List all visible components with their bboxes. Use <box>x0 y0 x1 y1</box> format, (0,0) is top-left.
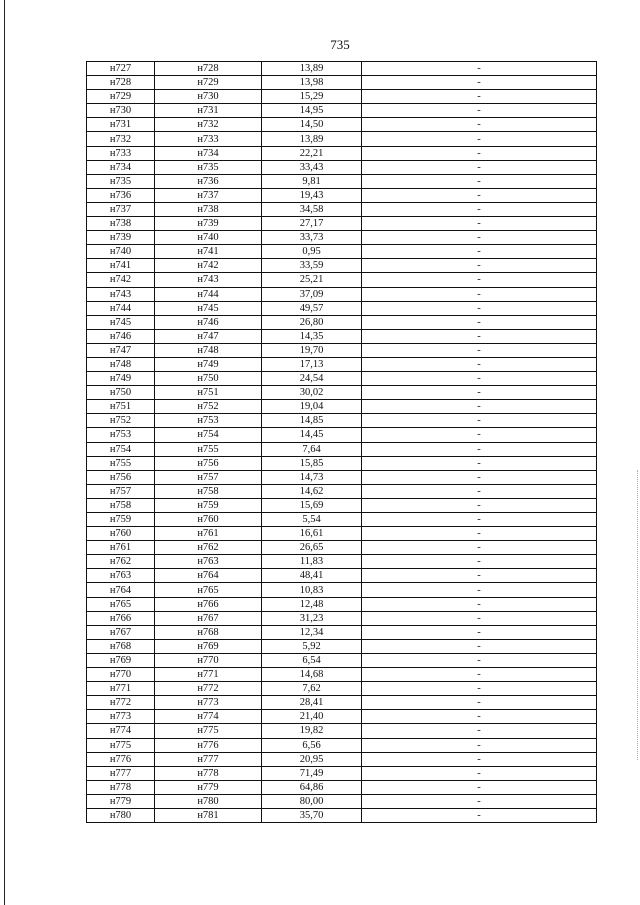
table-row <box>87 132 597 146</box>
point-to-cell: н737 <box>155 188 262 202</box>
point-from-cell: н773 <box>87 710 155 724</box>
distance-cell: 27,17 <box>262 217 362 231</box>
point-from-cell: н744 <box>87 301 155 315</box>
point-from-cell: н746 <box>87 329 155 343</box>
note-cell: - <box>362 682 597 696</box>
point-to-cell: н766 <box>155 597 262 611</box>
point-from-cell: н743 <box>87 287 155 301</box>
point-from-cell: н772 <box>87 696 155 710</box>
table-row <box>87 273 597 287</box>
table-row <box>87 259 597 273</box>
point-to-cell: н755 <box>155 442 262 456</box>
distance-cell: 11,83 <box>262 555 362 569</box>
point-to-cell: н743 <box>155 273 262 287</box>
point-to-cell: н777 <box>155 752 262 766</box>
point-to-cell: н747 <box>155 329 262 343</box>
point-from-cell: н767 <box>87 625 155 639</box>
point-to-cell: н735 <box>155 160 262 174</box>
point-to-cell: н740 <box>155 231 262 245</box>
table-row <box>87 428 597 442</box>
distance-cell: 21,40 <box>262 710 362 724</box>
point-from-cell: н763 <box>87 569 155 583</box>
distance-cell: 20,95 <box>262 752 362 766</box>
point-to-cell: н781 <box>155 808 262 822</box>
table-row <box>87 217 597 231</box>
note-cell: - <box>362 188 597 202</box>
note-cell: - <box>362 513 597 527</box>
point-to-cell: н760 <box>155 513 262 527</box>
point-to-cell: н769 <box>155 639 262 653</box>
point-to-cell: н733 <box>155 132 262 146</box>
distance-cell: 14,62 <box>262 484 362 498</box>
note-cell: - <box>362 527 597 541</box>
distance-cell: 49,57 <box>262 301 362 315</box>
point-from-cell: н756 <box>87 470 155 484</box>
distance-cell: 19,70 <box>262 343 362 357</box>
table-row <box>87 118 597 132</box>
distance-cell: 19,04 <box>262 400 362 414</box>
note-cell: - <box>362 625 597 639</box>
point-from-cell: н731 <box>87 118 155 132</box>
table-row <box>87 738 597 752</box>
distance-cell: 33,73 <box>262 231 362 245</box>
point-to-cell: н762 <box>155 541 262 555</box>
point-from-cell: н755 <box>87 456 155 470</box>
distance-cell: 35,70 <box>262 808 362 822</box>
scan-artifact <box>636 470 638 760</box>
point-from-cell: н750 <box>87 386 155 400</box>
distance-cell: 9,81 <box>262 174 362 188</box>
note-cell: - <box>362 724 597 738</box>
point-to-cell: н765 <box>155 583 262 597</box>
distance-cell: 14,45 <box>262 428 362 442</box>
point-from-cell: н760 <box>87 527 155 541</box>
point-to-cell: н771 <box>155 668 262 682</box>
table-row <box>87 808 597 822</box>
note-cell: - <box>362 794 597 808</box>
point-from-cell: н774 <box>87 724 155 738</box>
distance-cell: 28,41 <box>262 696 362 710</box>
distance-cell: 22,21 <box>262 146 362 160</box>
point-from-cell: н764 <box>87 583 155 597</box>
point-to-cell: н729 <box>155 76 262 90</box>
distance-cell: 64,86 <box>262 780 362 794</box>
note-cell: - <box>362 752 597 766</box>
distance-cell: 24,54 <box>262 372 362 386</box>
distance-cell: 33,43 <box>262 160 362 174</box>
note-cell: - <box>362 611 597 625</box>
table-row <box>87 442 597 456</box>
distance-cell: 5,92 <box>262 639 362 653</box>
note-cell: - <box>362 668 597 682</box>
page-edge <box>4 0 5 905</box>
point-from-cell: н758 <box>87 498 155 512</box>
note-cell: - <box>362 118 597 132</box>
point-from-cell: н747 <box>87 343 155 357</box>
note-cell: - <box>362 245 597 259</box>
page-number: 735 <box>330 37 350 52</box>
distance-cell: 13,89 <box>262 132 362 146</box>
point-to-cell: н742 <box>155 259 262 273</box>
note-cell: - <box>362 710 597 724</box>
distance-cell: 26,65 <box>262 541 362 555</box>
distance-cell: 5,54 <box>262 513 362 527</box>
point-from-cell: н754 <box>87 442 155 456</box>
point-to-cell: н768 <box>155 625 262 639</box>
table-row <box>87 357 597 371</box>
point-from-cell: н775 <box>87 738 155 752</box>
table-row <box>87 752 597 766</box>
table-row <box>87 343 597 357</box>
table-row <box>87 202 597 216</box>
point-from-cell: н734 <box>87 160 155 174</box>
distance-cell: 31,23 <box>262 611 362 625</box>
note-cell: - <box>362 456 597 470</box>
table-row <box>87 541 597 555</box>
point-to-cell: н763 <box>155 555 262 569</box>
point-to-cell: н745 <box>155 301 262 315</box>
distance-cell: 14,35 <box>262 329 362 343</box>
point-from-cell: н753 <box>87 428 155 442</box>
note-cell: - <box>362 583 597 597</box>
table-row <box>87 498 597 512</box>
distance-cell: 34,58 <box>262 202 362 216</box>
table-row <box>87 160 597 174</box>
point-from-cell: н727 <box>87 62 155 76</box>
table-row <box>87 62 597 76</box>
point-to-cell: н780 <box>155 794 262 808</box>
table-row <box>87 710 597 724</box>
point-to-cell: н767 <box>155 611 262 625</box>
distance-cell: 13,98 <box>262 76 362 90</box>
point-to-cell: н776 <box>155 738 262 752</box>
point-to-cell: н749 <box>155 357 262 371</box>
distance-cell: 33,59 <box>262 259 362 273</box>
table-row <box>87 414 597 428</box>
point-to-cell: н739 <box>155 217 262 231</box>
point-from-cell: н740 <box>87 245 155 259</box>
table-row <box>87 555 597 569</box>
distance-cell: 14,50 <box>262 118 362 132</box>
distance-cell: 10,83 <box>262 583 362 597</box>
note-cell: - <box>362 541 597 555</box>
table-row <box>87 682 597 696</box>
note-cell: - <box>362 569 597 583</box>
point-from-cell: н738 <box>87 217 155 231</box>
distance-cell: 13,89 <box>262 62 362 76</box>
point-to-cell: н774 <box>155 710 262 724</box>
table-row <box>87 794 597 808</box>
point-from-cell: н778 <box>87 780 155 794</box>
table-row <box>87 724 597 738</box>
point-from-cell: н741 <box>87 259 155 273</box>
table-body <box>87 62 597 823</box>
table-row <box>87 766 597 780</box>
distance-cell: 25,21 <box>262 273 362 287</box>
table-row <box>87 188 597 202</box>
table-row <box>87 583 597 597</box>
table-row <box>87 174 597 188</box>
distance-cell: 15,69 <box>262 498 362 512</box>
point-to-cell: н773 <box>155 696 262 710</box>
note-cell: - <box>362 498 597 512</box>
point-from-cell: н745 <box>87 315 155 329</box>
point-to-cell: н741 <box>155 245 262 259</box>
note-cell: - <box>362 696 597 710</box>
note-cell: - <box>362 174 597 188</box>
point-from-cell: н757 <box>87 484 155 498</box>
note-cell: - <box>362 766 597 780</box>
point-from-cell: н780 <box>87 808 155 822</box>
point-from-cell: н751 <box>87 400 155 414</box>
note-cell: - <box>362 780 597 794</box>
point-to-cell: н736 <box>155 174 262 188</box>
point-to-cell: н778 <box>155 766 262 780</box>
note-cell: - <box>362 160 597 174</box>
point-to-cell: н757 <box>155 470 262 484</box>
point-from-cell: н768 <box>87 639 155 653</box>
distance-cell: 17,13 <box>262 357 362 371</box>
note-cell: - <box>362 653 597 667</box>
point-from-cell: н735 <box>87 174 155 188</box>
table-row <box>87 780 597 794</box>
note-cell: - <box>362 287 597 301</box>
table-row <box>87 484 597 498</box>
point-to-cell: н730 <box>155 90 262 104</box>
point-from-cell: н729 <box>87 90 155 104</box>
note-cell: - <box>362 146 597 160</box>
point-from-cell: н736 <box>87 188 155 202</box>
table-row <box>87 456 597 470</box>
table-row <box>87 653 597 667</box>
note-cell: - <box>362 90 597 104</box>
distance-cell: 71,49 <box>262 766 362 780</box>
point-from-cell: н761 <box>87 541 155 555</box>
point-from-cell: н748 <box>87 357 155 371</box>
table-row <box>87 329 597 343</box>
point-to-cell: н748 <box>155 343 262 357</box>
note-cell: - <box>362 259 597 273</box>
point-to-cell: н770 <box>155 653 262 667</box>
note-cell: - <box>362 132 597 146</box>
point-to-cell: н728 <box>155 62 262 76</box>
table-row <box>87 611 597 625</box>
point-from-cell: н737 <box>87 202 155 216</box>
point-from-cell: н752 <box>87 414 155 428</box>
table-row <box>87 76 597 90</box>
point-from-cell: н779 <box>87 794 155 808</box>
distance-cell: 14,95 <box>262 104 362 118</box>
distance-cell: 14,68 <box>262 668 362 682</box>
table-row <box>87 625 597 639</box>
distance-cell: 12,48 <box>262 597 362 611</box>
table-row <box>87 386 597 400</box>
point-to-cell: н759 <box>155 498 262 512</box>
note-cell: - <box>362 301 597 315</box>
distance-cell: 6,54 <box>262 653 362 667</box>
note-cell: - <box>362 442 597 456</box>
note-cell: - <box>362 597 597 611</box>
table-row <box>87 400 597 414</box>
note-cell: - <box>362 231 597 245</box>
table-row <box>87 569 597 583</box>
table-row <box>87 90 597 104</box>
note-cell: - <box>362 738 597 752</box>
point-to-cell: н779 <box>155 780 262 794</box>
table-row <box>87 372 597 386</box>
table-row <box>87 696 597 710</box>
point-to-cell: н754 <box>155 428 262 442</box>
note-cell: - <box>362 555 597 569</box>
point-from-cell: н739 <box>87 231 155 245</box>
distance-cell: 19,43 <box>262 188 362 202</box>
coordinates-table <box>86 61 597 823</box>
distance-cell: 6,56 <box>262 738 362 752</box>
table-row <box>87 146 597 160</box>
note-cell: - <box>362 639 597 653</box>
point-to-cell: н756 <box>155 456 262 470</box>
point-from-cell: н765 <box>87 597 155 611</box>
distance-cell: 14,85 <box>262 414 362 428</box>
note-cell: - <box>362 357 597 371</box>
point-from-cell: н771 <box>87 682 155 696</box>
note-cell: - <box>362 329 597 343</box>
note-cell: - <box>362 372 597 386</box>
point-from-cell: н777 <box>87 766 155 780</box>
point-to-cell: н752 <box>155 400 262 414</box>
distance-cell: 37,09 <box>262 287 362 301</box>
point-from-cell: н776 <box>87 752 155 766</box>
note-cell: - <box>362 202 597 216</box>
point-to-cell: н750 <box>155 372 262 386</box>
table-row <box>87 231 597 245</box>
note-cell: - <box>362 62 597 76</box>
note-cell: - <box>362 104 597 118</box>
table-row <box>87 513 597 527</box>
table-row <box>87 597 597 611</box>
note-cell: - <box>362 217 597 231</box>
point-from-cell: н762 <box>87 555 155 569</box>
point-to-cell: н746 <box>155 315 262 329</box>
distance-cell: 7,62 <box>262 682 362 696</box>
distance-cell: 15,29 <box>262 90 362 104</box>
point-to-cell: н751 <box>155 386 262 400</box>
point-from-cell: н730 <box>87 104 155 118</box>
table-row <box>87 104 597 118</box>
distance-cell: 26,80 <box>262 315 362 329</box>
point-from-cell: н733 <box>87 146 155 160</box>
point-from-cell: н769 <box>87 653 155 667</box>
distance-cell: 12,34 <box>262 625 362 639</box>
table-row <box>87 668 597 682</box>
distance-cell: 15,85 <box>262 456 362 470</box>
point-to-cell: н734 <box>155 146 262 160</box>
point-from-cell: н759 <box>87 513 155 527</box>
note-cell: - <box>362 343 597 357</box>
point-to-cell: н758 <box>155 484 262 498</box>
point-to-cell: н761 <box>155 527 262 541</box>
table-row <box>87 301 597 315</box>
distance-cell: 19,82 <box>262 724 362 738</box>
point-from-cell: н742 <box>87 273 155 287</box>
distance-cell: 7,64 <box>262 442 362 456</box>
point-from-cell: н766 <box>87 611 155 625</box>
point-to-cell: н738 <box>155 202 262 216</box>
note-cell: - <box>362 273 597 287</box>
table-row <box>87 315 597 329</box>
note-cell: - <box>362 428 597 442</box>
distance-cell: 80,00 <box>262 794 362 808</box>
note-cell: - <box>362 400 597 414</box>
point-to-cell: н772 <box>155 682 262 696</box>
point-to-cell: н732 <box>155 118 262 132</box>
table-row <box>87 245 597 259</box>
point-from-cell: н770 <box>87 668 155 682</box>
note-cell: - <box>362 808 597 822</box>
point-to-cell: н775 <box>155 724 262 738</box>
distance-cell: 14,73 <box>262 470 362 484</box>
point-to-cell: н753 <box>155 414 262 428</box>
note-cell: - <box>362 315 597 329</box>
note-cell: - <box>362 414 597 428</box>
distance-cell: 0,95 <box>262 245 362 259</box>
note-cell: - <box>362 76 597 90</box>
table-row <box>87 470 597 484</box>
point-to-cell: н764 <box>155 569 262 583</box>
distance-cell: 16,61 <box>262 527 362 541</box>
table-row <box>87 639 597 653</box>
point-from-cell: н749 <box>87 372 155 386</box>
point-to-cell: н731 <box>155 104 262 118</box>
note-cell: - <box>362 386 597 400</box>
point-from-cell: н732 <box>87 132 155 146</box>
table-row <box>87 287 597 301</box>
table-row <box>87 527 597 541</box>
distance-cell: 30,02 <box>262 386 362 400</box>
note-cell: - <box>362 470 597 484</box>
point-to-cell: н744 <box>155 287 262 301</box>
note-cell: - <box>362 484 597 498</box>
point-from-cell: н728 <box>87 76 155 90</box>
distance-cell: 48,41 <box>262 569 362 583</box>
